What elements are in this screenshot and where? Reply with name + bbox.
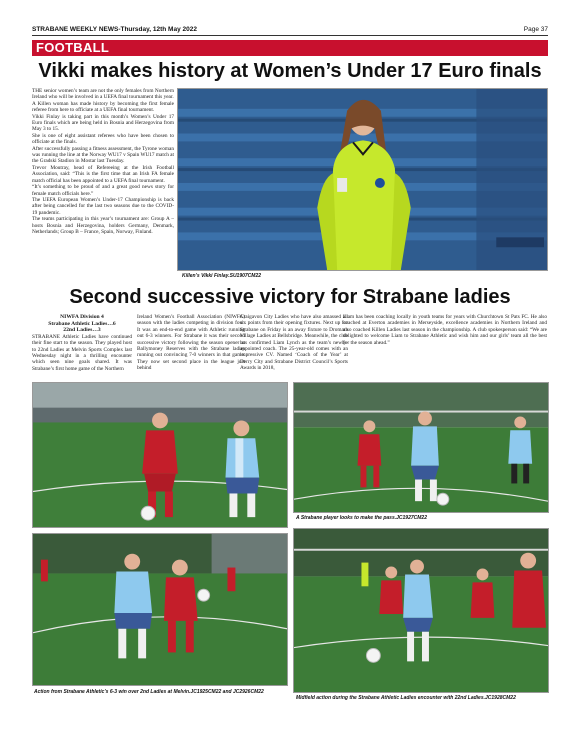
story1-paragraph: The teams participating in this year’s tournament are: Group A – hosts Bosnia and Herzegovina, holders Germany, Denmark, Netherlands; Group B – France, Spain, Norway, Finland.: [32, 216, 174, 235]
photo-caption-top-right: A Strabane player looks to make the pass.JC1927CM22: [296, 515, 427, 521]
story2-headline: Second successive victory for Strabane ladies: [69, 286, 511, 308]
story1-paragraph: Vikki Finlay is taking part in this month’s Women’s Under 17 Euro finals which are being held in Bosnia and Herzegovina from May 3 to 15.: [32, 113, 174, 133]
referee-photo: [177, 88, 548, 271]
story1-paragraph: THE senior women’s team are not the only females from Northern Ireland who will be involved in a UEFA final tournament this year.: [32, 88, 174, 101]
story1-paragraph: After successfully passing a fitness assessment, the Tyrone woman was running the line at the Norway WU17 v Spain WU17 match at the Gradski Stadion in Mostar last Tuesday.: [32, 145, 174, 165]
story1-body: [32, 88, 174, 280]
story1-paragraph: The UEFA European Women’s Under-17 Championship is back after being cancelled for the last two seasons due to the COVID-19 pandemic.: [32, 196, 174, 216]
match-photo-bottom-right: [293, 528, 549, 693]
story2-text: STRABANE Athletic Ladies have continued their fine start to the season. They played host to 22nd Ladies at Melvin Sports Complex last Wednesday night in a thrilling encounter which seen nine goals shared. It was Strabane’s first home game of the Northern: [32, 333, 132, 372]
story1-paragraph: A Killen woman has made history by becoming the first female referee from here to officiate at a UEFA final tournament.: [32, 100, 174, 114]
story2-column-4: [343, 314, 547, 378]
story1-paragraph: “It’s something to be proud of and a great good news story for female match officials here.”: [32, 184, 174, 197]
match-photo-top-right: [293, 382, 549, 513]
story2-column-3: [240, 314, 348, 378]
referee-photo-caption: Killen’s Vikki Finlay.SU1907CM22: [182, 273, 262, 279]
story2-text: Craigavon City Ladies who have also amassed all six points from their opening fixtures. Next up for Strabane on Friday is an away fixture to Dromara Village Ladies at Bellsbridge. Meanwhile, the club has confirmed Liam Lynch as the team’s newly-appointed coach. The 25-year-old comes with an impressive CV. Named ‘Coach of the Year’ at Derry City and Strabane District Council’s Sports Awards in 2018,: [240, 314, 348, 372]
page-number: Page 37: [523, 25, 548, 33]
story2-column-1: [32, 314, 132, 378]
story1-paragraph: She is one of eight assistant referees who have been chosen to officiate at the finals.: [32, 132, 174, 146]
match-photo-bottom-left: [32, 533, 288, 686]
story1-headline: Vikki makes history at Women’s Under 17 Euro finals: [38, 60, 542, 82]
masthead: [32, 24, 548, 36]
story2-text: Liam has been coaching locally in youth teams for years with Churchtown St Pats FC. He also coached at Everton academies in Merseyside, excellence academies in Northern Ireland and also coached Killen Ladies last season in the championship. A club spokesperson said: “We are delighted to welcome Liam to Strabane Athletic and wish him and our girls’ team all the best for the season ahead.”: [343, 314, 547, 346]
story2-subhead: NIWFA Division 4: [60, 314, 104, 320]
story2-text: Ireland Women’s Football Association (NIWFA) season with the ladies competing in division four. It was an end-to-end game with Athletic running out 6-3 winners. For Strabane it was their second successive victory following the season opener at Ballymoney Reserves with the Strabane ladies running out convincing 7-0 winners in that game. They now set second place in the league just behind: [137, 314, 245, 372]
masthead-title: STRABANE WEEKLY NEWS-Thursday, 12th May 2022: [32, 25, 197, 33]
photo-caption-bottom-left: Action from Strabane Athletic’s 6-3 win over 2nd Ladies at Melvin.JC1925CM22 and JC2926CM22: [34, 689, 264, 695]
match-photo-top-left: [32, 382, 288, 528]
story1-paragraph: Trevor Moutray, head of Refereeing at the Irish Football Association, said: “This is the first time that an Irish FA female match official has been appointed to a UEFA final tournament.: [32, 164, 174, 184]
story2-column-2: [137, 314, 245, 378]
section-label: FOOTBALL: [32, 40, 548, 56]
photo-caption-bottom-right: Midfield action during the Strabane Athletic Ladies encounter with 22nd Ladies.JC1928CM22: [296, 695, 516, 701]
story2-subhead: 22nd Ladies…3: [63, 327, 101, 334]
story2-subhead: Strabane Athletic Ladies…6: [48, 320, 116, 327]
